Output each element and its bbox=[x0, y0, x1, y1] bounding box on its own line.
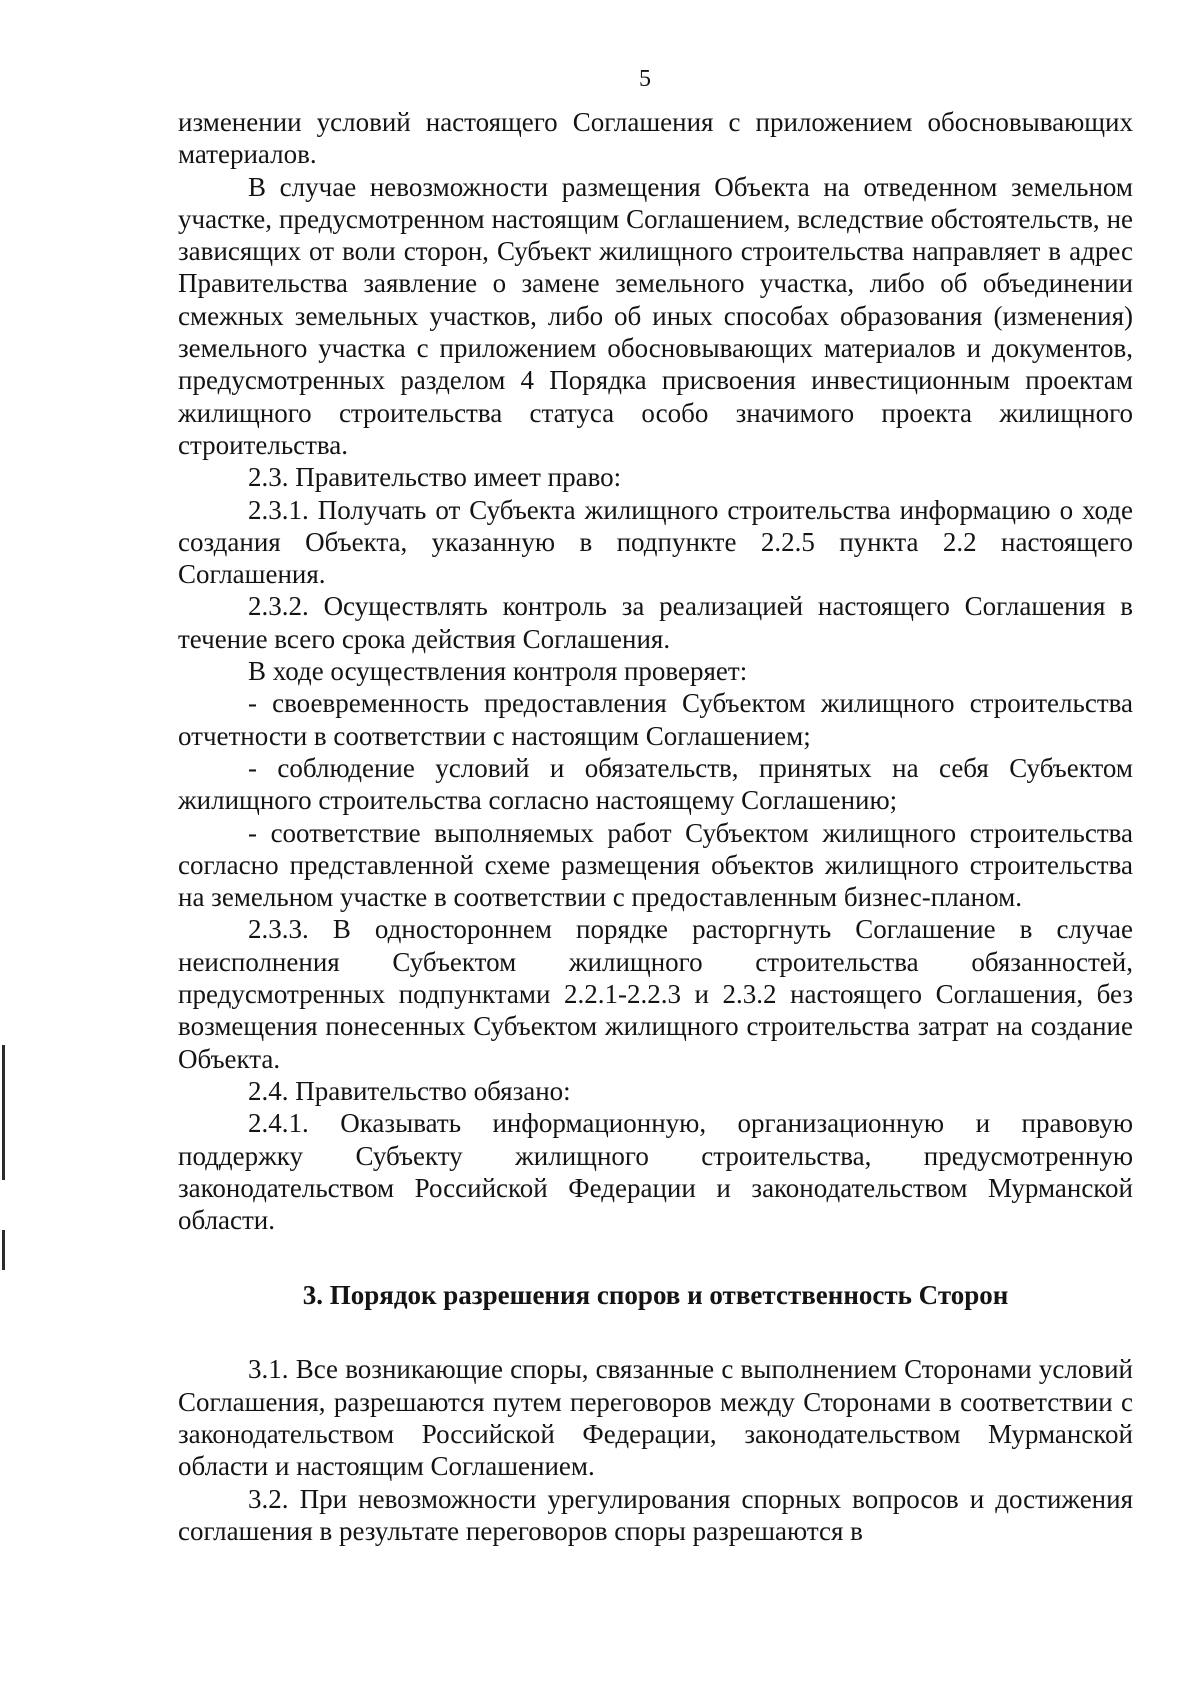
paragraph: 2.3.3. В одностороннем порядке расторгнуть Соглашение в случае неисполнения Субъектом жилищного строительства обязанностей, предусмотренных подпунктами 2.2.1-2.2.3 и 2.3.2 настоящего Соглашения, без возмещения понесенных Субъектом жилищного строительства затрат на создание Объекта. bbox=[178, 914, 1133, 1074]
paragraph: 2.4.1. Оказывать информационную, организационную и правовую поддержку Субъекту жилищного строительства, предусмотренную законодательством Российской Федерации и законодательством Мурманской области. bbox=[178, 1108, 1133, 1236]
scan-edge-mark bbox=[2, 1045, 5, 1180]
paragraphs-after bbox=[178, 1353, 1133, 1547]
section-heading: 3. Порядок разрешения споров и ответственность Сторон bbox=[302, 1280, 1009, 1311]
scan-edge-mark bbox=[2, 1230, 5, 1270]
paragraph: 2.4. Правительство обязано: bbox=[248, 1075, 571, 1106]
page-number: 5 bbox=[639, 66, 651, 92]
paragraph: изменении условий настоящего Соглашения с приложением обосновывающих материалов. bbox=[178, 107, 1133, 170]
paragraph: 3.2. При невозможности урегулирования спорных вопросов и достижения соглашения в результате переговоров споры разрешаются в bbox=[178, 1483, 1133, 1546]
document-body bbox=[178, 106, 1133, 1547]
paragraph: - своевременность предоставления Субъектом жилищного строительства отчетности в соответствии с настоящим Соглашением; bbox=[178, 688, 1133, 751]
paragraph: 2.3. Правительство имеет право: bbox=[248, 462, 622, 493]
paragraph: В случае невозможности размещения Объекта на отведенном земельном участке, предусмотренном настоящим Соглашением, вследствие обстоятельств, не зависящих от воли сторон, Субъект жилищного строительства направляет в адрес Правительства заявление о замене земельного участка, либо об объединении смежных земельных участков, либо об иных способах образования (изменения) земельного участка с приложением обосновывающих материалов и документов, предусмотренных разделом 4 Порядка присвоения инвестиционным проектам жилищного строительства статуса особо значимого проекта жилищного строительства. bbox=[178, 171, 1133, 460]
paragraph: - соответствие выполняемых работ Субъектом жилищного строительства согласно представленной схеме размещения объектов жилищного строительства на земельном участке в соответствии с предоставленным бизнес-планом. bbox=[178, 817, 1133, 913]
paragraph: 3.1. Все возникающие споры, связанные с выполнением Сторонами условий Соглашения, разрешаются путем переговоров между Сторонами в соответствии с законодательством Российской Федерации, законодательством Мурманской области и настоящим Соглашением. bbox=[178, 1354, 1133, 1482]
paragraph: 2.3.2. Осуществлять контроль за реализацией настоящего Соглашения в течение всего срока действия Соглашения. bbox=[178, 591, 1133, 654]
paragraph: - соблюдение условий и обязательств, принятых на себя Субъектом жилищного строительства согласно настоящему Соглашению; bbox=[178, 752, 1133, 816]
paragraph: 2.3.1. Получать от Субъекта жилищного строительства информацию о ходе создания Объекта, указанную в подпункте 2.2.5 пункта 2.2 настоящего Соглашения. bbox=[178, 494, 1133, 590]
paragraph: В ходе осуществления контроля проверяет: bbox=[248, 656, 748, 687]
paragraphs-before bbox=[178, 106, 1133, 1236]
